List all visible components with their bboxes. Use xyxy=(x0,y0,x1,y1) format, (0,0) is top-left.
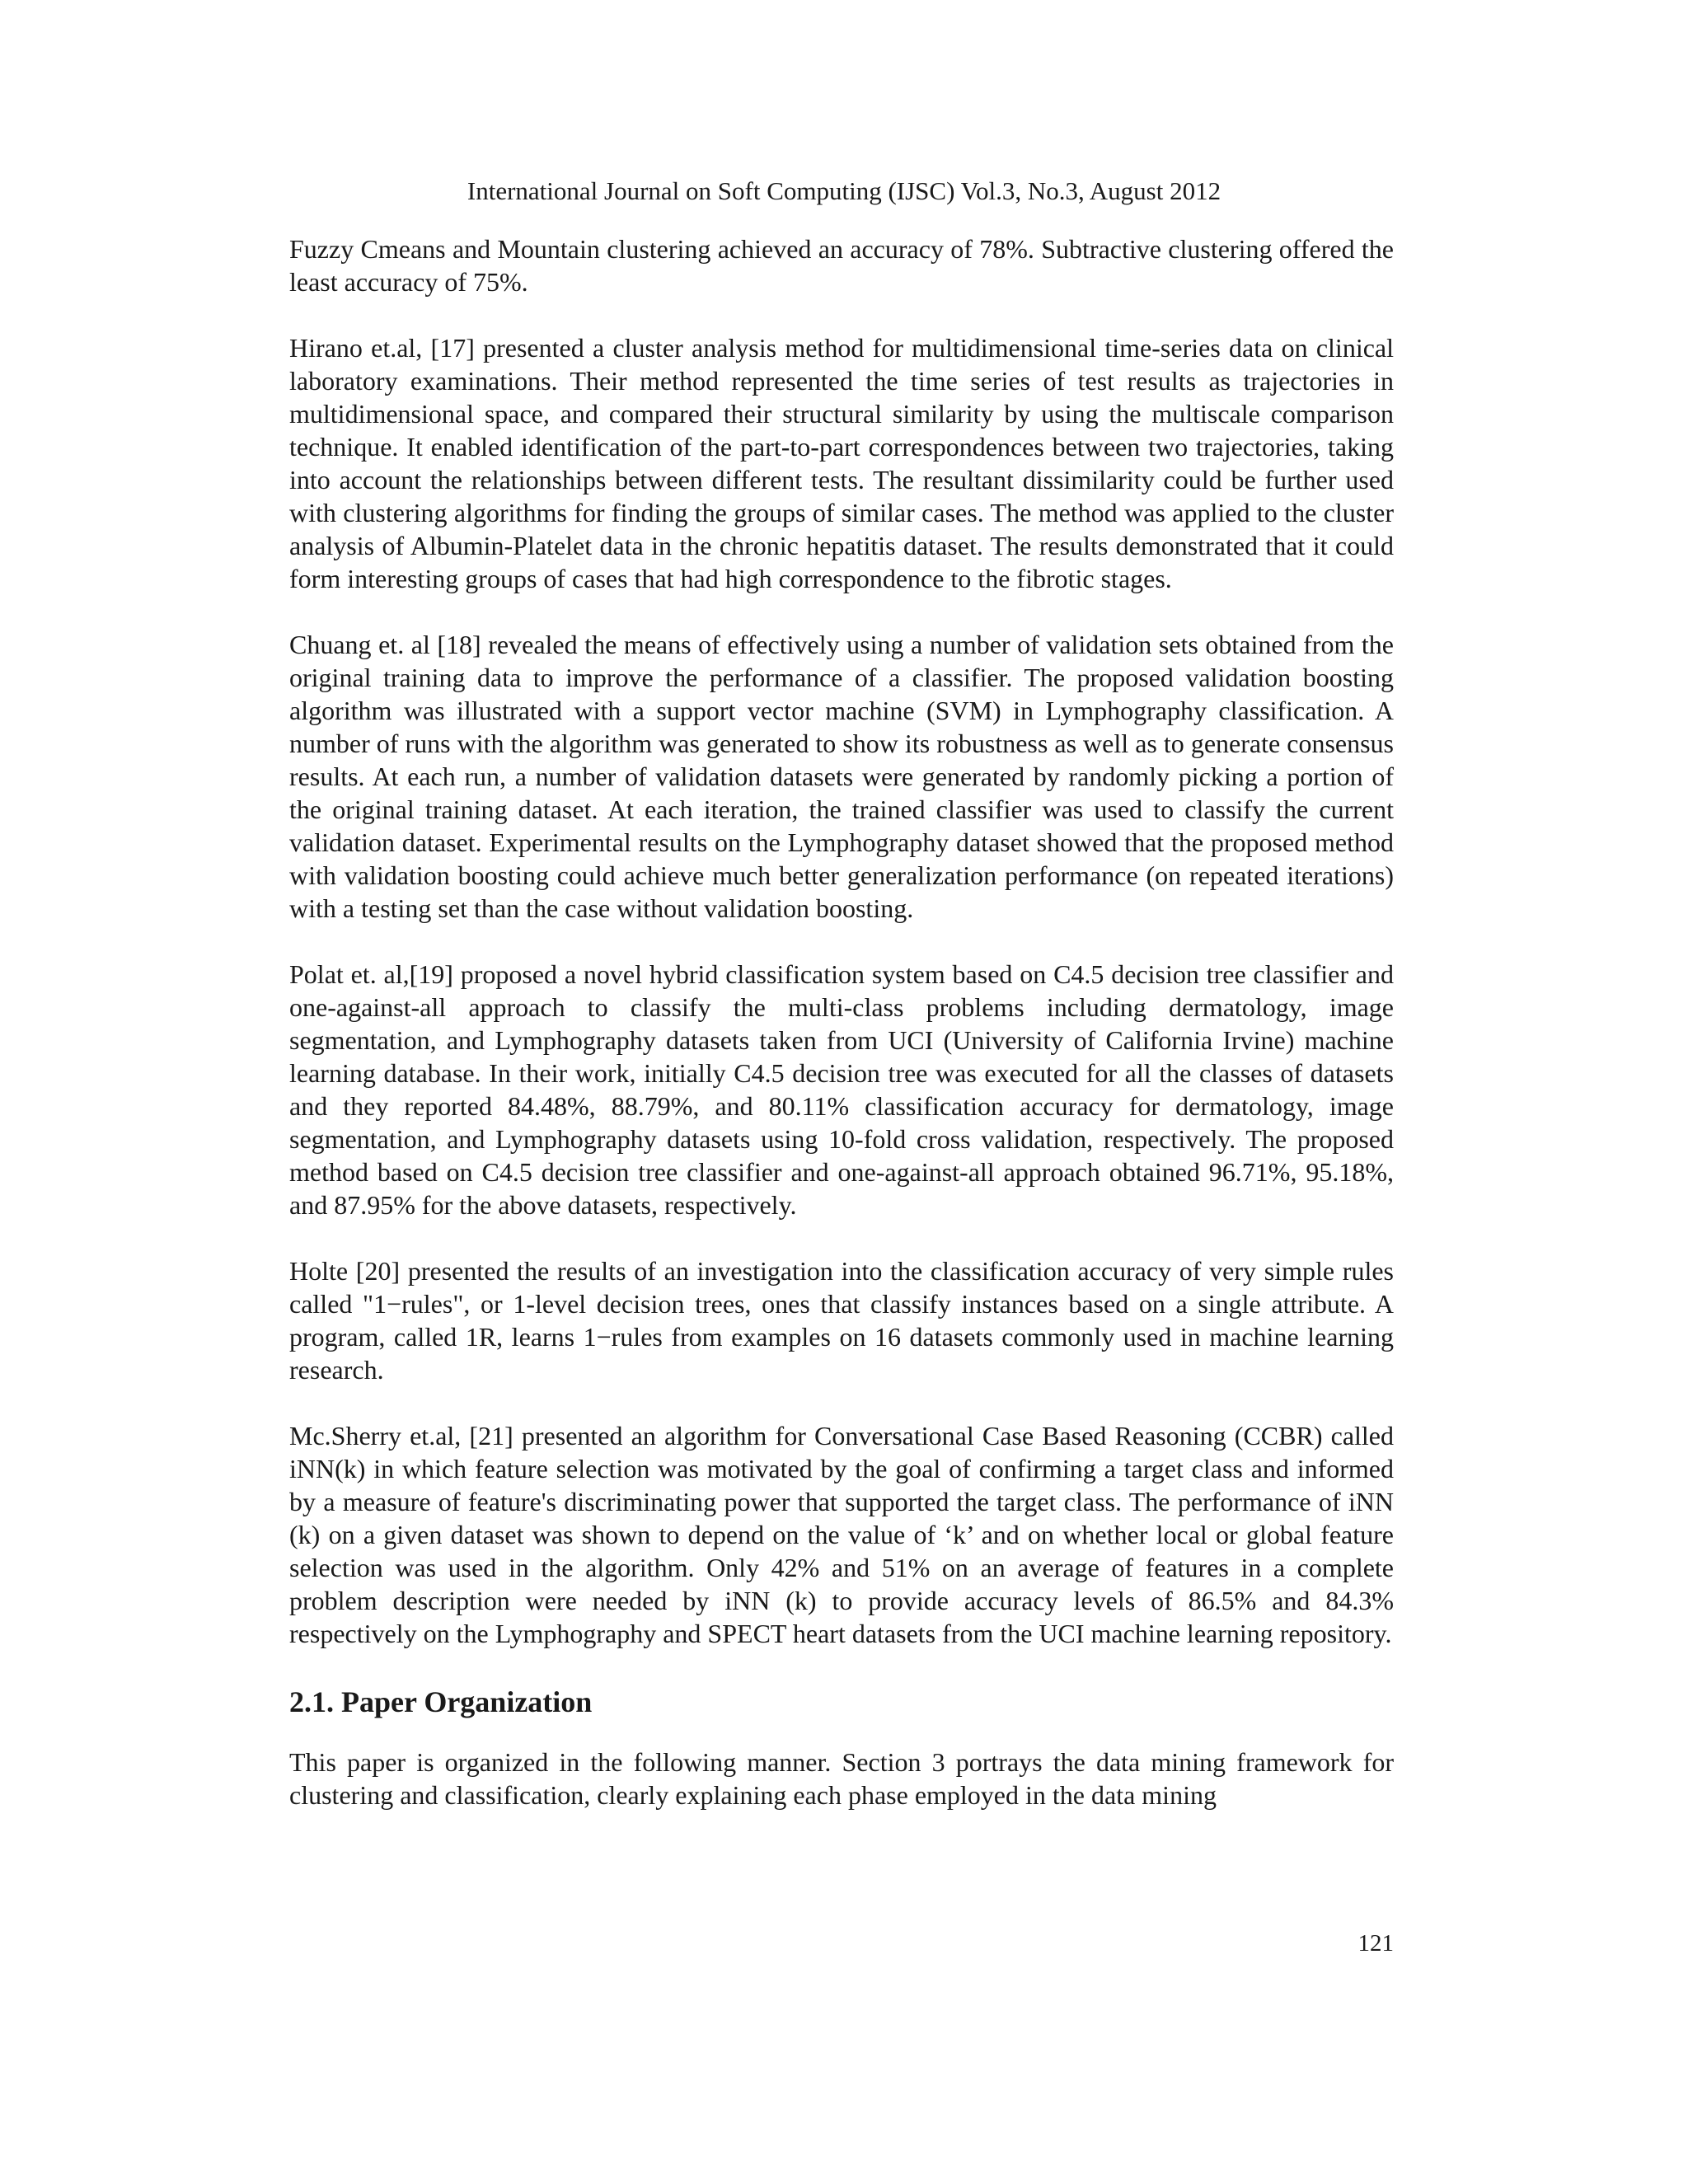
paragraph-clustering-accuracy: Fuzzy Cmeans and Mountain clustering achieved an accuracy of 78%. Subtractive clustering offered the least accuracy of 75%. xyxy=(289,234,1394,297)
section-heading-paper-organization: 2.1. Paper Organization xyxy=(289,1685,593,1718)
paragraph-polat: Polat et. al,[19] proposed a novel hybrid classification system based on C4.5 decision tree classifier and one-against-all approach to classify the multi-class problems including dermatology, image segmentation, and Lymphography datasets taken from UCI (University of California Irvine) machine learning database. In their work, initially C4.5 decision tree was executed for all the classes of datasets and they reported 84.48%, 88.79%, and 80.11% classification accuracy for dermatology, image segmentation, and Lymphography datasets using 10-fold cross validation, respectively. The proposed method based on C4.5 decision tree classifier and one-against-all approach obtained 96.71%, 95.18%, and 87.95% for the above datasets, respectively. xyxy=(289,959,1394,1220)
paragraph-hirano: Hirano et.al, [17] presented a cluster analysis method for multidimensional time-series data on clinical laboratory examinations. Their method represented the time series of test results as trajectories in multidimensional space, and compared their structural similarity by using the multiscale comparison technique. It enabled identification of the part-to-part correspondences between two trajectories, taking into account the relationships between different tests. The resultant dissimilarity could be further used with clustering algorithms for finding the groups of similar cases. The method was applied to the cluster analysis of Albumin-Platelet data in the chronic hepatitis dataset. The results demonstrated that it could form interesting groups of cases that had high correspondence to the fibrotic stages. xyxy=(289,333,1394,593)
body-text xyxy=(289,232,1394,1844)
paragraph-paper-organization: This paper is organized in the following manner. Section 3 portrays the data mining framework for clustering and classification, clearly explaining each phase employed in the data mining xyxy=(289,1747,1394,1810)
paragraph-mcsherry: Mc.Sherry et.al, [21] presented an algorithm for Conversational Case Based Reasoning (CCBR) called iNN(k) in which feature selection was motivated by the goal of confirming a target class and informed by a measure of feature's discriminating power that supported the target class. The performance of iNN (k) on a given dataset was shown to depend on the value of ‘k’ and on whether local or global feature selection was used in the algorithm. Only 42% and 51% on an average of features in a complete problem description were needed by iNN (k) to provide accuracy levels of 86.5% and 84.3% respectively on the Lymphography and SPECT heart datasets from the UCI machine learning repository. xyxy=(289,1421,1394,1648)
page-number: 121 xyxy=(1357,1930,1394,1957)
paragraph-chuang: Chuang et. al [18] revealed the means of effectively using a number of validation sets obtained from the original training data to improve the performance of a classifier. The proposed validation boosting algorithm was illustrated with a support vector machine (SVM) in Lymphography classification. A number of runs with the algorithm was generated to show its robustness as well as to generate consensus results. At each run, a number of validation datasets were generated by randomly picking a portion of the original training dataset. At each iteration, the trained classifier was used to classify the current validation dataset. Experimental results on the Lymphography dataset showed that the proposed method with validation boosting could achieve much better generalization performance (on repeated iterations) with a testing set than the case without validation boosting. xyxy=(289,630,1394,923)
paragraph-holte: Holte [20] presented the results of an investigation into the classification accuracy of very simple rules called "1−rules", or 1-level decision trees, ones that classify instances based on a single attribute. A program, called 1R, learns 1−rules from examples on 16 datasets commonly used in machine learning research. xyxy=(289,1256,1394,1385)
running-header: International Journal on Soft Computing (IJSC) Vol.3, No.3, August 2012 xyxy=(467,176,1221,205)
